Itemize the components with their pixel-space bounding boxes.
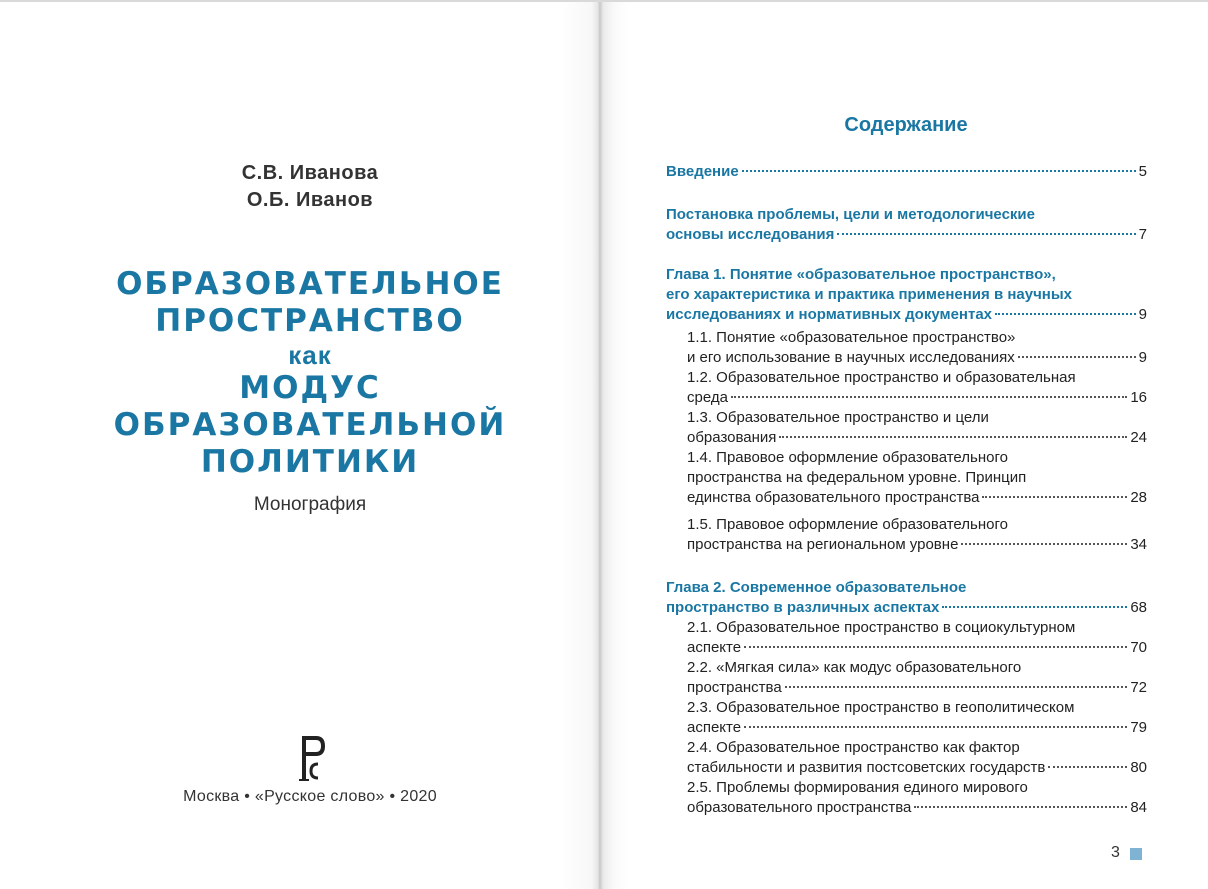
toc-entry-last-line: [666, 305, 1147, 325]
toc-section-entry: [687, 448, 1147, 508]
toc-entry-text: образования: [687, 429, 777, 446]
title-page: [0, 2, 600, 889]
book-spread: [0, 2, 1208, 889]
toc-entry-text: основы исследования: [666, 226, 835, 243]
toc-entry-text: исследованиях и нормативных документах: [666, 306, 993, 323]
title-line: ПРОСТРАНСТВО: [155, 303, 465, 339]
toc-entry-last-line: [687, 798, 1147, 818]
page-number: 3: [1111, 844, 1120, 861]
toc-page-number: 84: [1130, 799, 1147, 816]
dot-leader: [742, 170, 1136, 172]
toc-page-number: 80: [1130, 759, 1147, 776]
title-line: ПОЛИТИКИ: [200, 444, 420, 480]
toc-entry-text: Введение: [666, 163, 739, 180]
toc-section-entry: [687, 515, 1147, 555]
toc-entry-text: среда: [687, 389, 728, 406]
toc-section-entry: [687, 738, 1147, 778]
toc-page-number: 16: [1130, 389, 1147, 406]
dot-leader: [914, 806, 1127, 808]
toc-section-entry: [687, 408, 1147, 448]
toc-entry-text: 2.4. Образовательное пространство как фактор: [687, 739, 1020, 756]
toc-entry-text: 2.3. Образовательное пространство в геополитическом: [687, 699, 1075, 716]
toc-page-number: 7: [1138, 226, 1147, 243]
toc-entry-text: 2.1. Образовательное пространство в социокультурном: [687, 619, 1076, 636]
toc-entry-text: единства образовательного пространства: [687, 489, 980, 506]
dot-leader: [942, 606, 1127, 608]
toc-section-entry: [687, 328, 1147, 368]
toc-entry-last-line: [687, 718, 1147, 738]
contents-page: [608, 2, 1208, 889]
toc-entry-text: пространства на региональном уровне: [687, 536, 959, 553]
toc-page-number: 5: [1138, 163, 1147, 180]
contents-heading: Содержание: [844, 114, 968, 136]
author-2: О.Б. Иванов: [246, 189, 374, 211]
toc-entry-text: 2.5. Проблемы формирования единого мирового: [687, 779, 1028, 796]
toc-entry-text: 1.1. Понятие «образовательное пространство»: [687, 329, 1016, 346]
toc-entry-text: пространства на федеральном уровне. Принцип: [687, 469, 1027, 486]
dot-leader: [731, 396, 1127, 398]
book-genre: Монография: [253, 494, 367, 515]
page-marker-square: [1130, 848, 1142, 860]
toc-entry-text: 1.4. Правовое оформление образовательного: [687, 449, 1008, 466]
toc-entry-text: 1.2. Образовательное пространство и образовательная: [687, 369, 1076, 386]
publisher-logo-icon: [296, 734, 326, 782]
toc-section-entry: [687, 698, 1147, 738]
toc-entry-text: образовательного пространства: [687, 799, 912, 816]
dot-leader: [744, 726, 1127, 728]
title-line: ОБРАЗОВАТЕЛЬНОЕ: [116, 266, 504, 302]
toc-page-number: 9: [1138, 306, 1147, 323]
toc-entry-text: стабильности и развития постсоветских государств: [687, 759, 1046, 776]
title-line: как: [288, 340, 332, 370]
toc-section-entry: [687, 658, 1147, 698]
toc-page-number: 9: [1138, 349, 1147, 366]
toc-entry-text: и его использование в научных исследованиях: [687, 349, 1015, 366]
toc-entry-last-line: [666, 225, 1147, 245]
dot-leader: [837, 233, 1135, 235]
dot-leader: [1018, 356, 1136, 358]
toc-entry-text: пространства: [687, 679, 782, 696]
toc-entry-text: Глава 2. Современное образовательное: [666, 579, 967, 596]
dot-leader: [779, 436, 1127, 438]
toc-page-number: 68: [1130, 599, 1147, 616]
toc-page-number: 34: [1130, 536, 1147, 553]
dot-leader: [961, 543, 1127, 545]
toc-page-number: 79: [1130, 719, 1147, 736]
toc-entry-last-line: [666, 162, 1147, 182]
toc-page-number: 72: [1130, 679, 1147, 696]
toc-entry-text: аспекте: [687, 719, 742, 736]
toc-chapter-entry: [666, 265, 1147, 325]
toc-page-number: 24: [1130, 429, 1147, 446]
dot-leader: [982, 496, 1127, 498]
book-title: [0, 266, 620, 481]
dot-leader: [995, 313, 1136, 315]
toc-entry-last-line: [687, 678, 1147, 698]
dot-leader: [785, 686, 1128, 688]
toc-entry-text: 1.5. Правовое оформление образовательного: [687, 516, 1008, 533]
toc-chapter-entry: [666, 162, 1147, 182]
toc-entry-text: аспекте: [687, 639, 742, 656]
toc-section-entry: [687, 368, 1147, 408]
title-line: ОБРАЗОВАТЕЛЬНОЙ: [113, 407, 507, 443]
toc-entry-last-line: [666, 598, 1147, 618]
toc-page-number: 28: [1130, 489, 1147, 506]
toc-entry-last-line: [687, 388, 1147, 408]
toc-page-number: 70: [1130, 639, 1147, 656]
toc-entry-text: 1.3. Образовательное пространство и цели: [687, 409, 989, 426]
toc-entry-last-line: [687, 535, 1147, 555]
authors: [0, 160, 620, 214]
toc-entry-text: 2.2. «Мягкая сила» как модус образовательного: [687, 659, 1022, 676]
toc-entry-text: Глава 1. Понятие «образовательное пространство»,: [666, 266, 1056, 283]
toc-entry-text: пространство в различных аспектах: [666, 599, 940, 616]
toc-chapter-entry: [666, 205, 1147, 245]
toc-entry-text: Постановка проблемы, цели и методологические: [666, 206, 1035, 223]
toc-entry-text: его характеристика и практика применения в научных: [666, 286, 1073, 303]
toc-section-entry: [687, 618, 1147, 658]
toc-entry-last-line: [687, 428, 1147, 448]
toc-entry-last-line: [687, 348, 1147, 368]
toc-entry-last-line: [687, 758, 1147, 778]
dot-leader: [1048, 766, 1127, 768]
author-1: С.В. Иванова: [241, 162, 379, 184]
imprint: Москва • «Русское слово» • 2020: [183, 788, 437, 805]
title-line: МОДУС: [239, 370, 381, 406]
dot-leader: [744, 646, 1127, 648]
toc-entry-last-line: [687, 488, 1147, 508]
toc-entry-last-line: [687, 638, 1147, 658]
toc-chapter-entry: [666, 578, 1147, 618]
toc-section-entry: [687, 778, 1147, 818]
